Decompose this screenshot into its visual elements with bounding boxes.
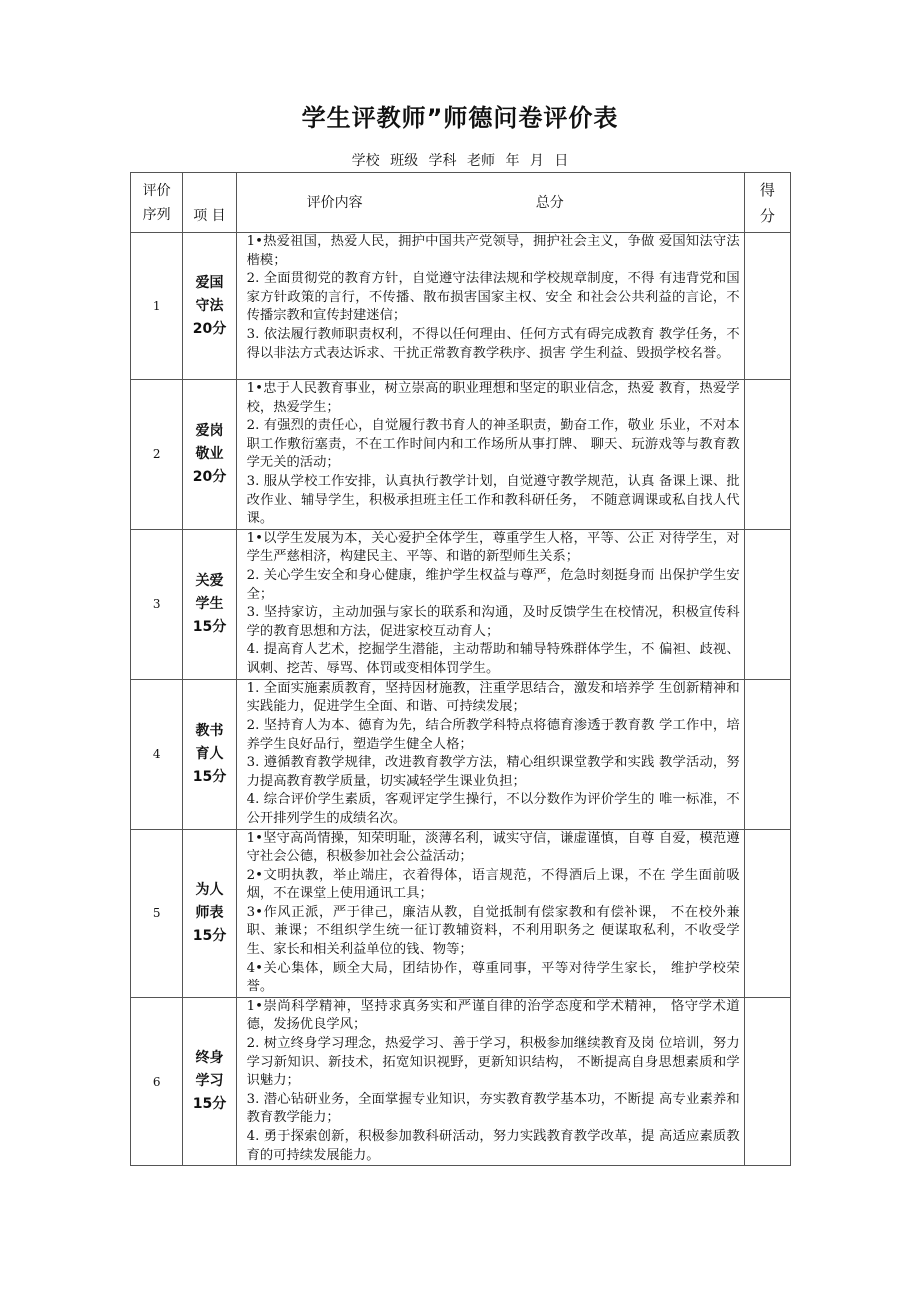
criterion-text: 2. 树立终身学习理念，热爱学习、善于学习，积极参加继续教育及岗 位培训，努力学习新知识、新技术，拓宽知识视野，更新知识结构， 不断提高自身思想素质和学识魅力；	[246, 1036, 740, 1089]
row-item: 爱岗 敬业 20分	[183, 380, 236, 530]
criterion-text: 1•坚守高尚情操，知荣明耻，淡薄名利，诚实守信，谦虚谨慎，自尊 自爱，模范遵守社会公德，积极参加社会公益活动；	[246, 830, 740, 865]
evaluation-table	[130, 172, 791, 1166]
score-cell[interactable]	[744, 829, 790, 997]
score-cell[interactable]	[744, 380, 790, 530]
row-content	[236, 529, 744, 679]
criterion-text: 3. 坚持家访，主动加强与家长的联系和沟通，及时反馈学生在校情况，积极宣传科学的教育思想和方法，促进家校互动育人；	[246, 605, 740, 639]
field-class: 班级	[390, 153, 419, 169]
row-seq: 1	[131, 233, 183, 380]
score-cell[interactable]	[744, 679, 790, 829]
table-row	[131, 679, 791, 829]
criterion-text: 1•热爱祖国，热爱人民，拥护中国共产党领导，拥护社会主义，争做 爱国知法守法楷模；	[246, 234, 740, 268]
row-seq: 6	[131, 997, 183, 1165]
criterion-text: 2•文明执教，举止端庄，衣着得体，语言规范，不得酒后上课，不在 学生面前吸烟，不在课堂上使用通讯工具；	[246, 867, 740, 902]
criterion-text: 1•崇尚科学精神，坚持求真务实和严谨自律的治学态度和学术精神， 恪守学术道德，发扬优良学风；	[246, 998, 740, 1033]
criterion-text: 3. 潜心钻研业务，全面掌握专业知识，夯实教育教学基本功，不断提 高专业素养和教育教学能力；	[246, 1091, 740, 1126]
criterion-text: 4. 综合评价学生素质，客观评定学生操行，不以分数作为评价学生的 唯一标准，不公开排列学生的成绩名次。	[246, 792, 740, 826]
row-content	[236, 233, 744, 380]
header-score: 得 分	[744, 173, 790, 233]
criterion-text: 3. 遵循教育教学规律，改进教育教学方法，精心组织课堂教学和实践 教学活动，努力提高教育教学质量，切实减轻学生课业负担；	[246, 755, 740, 789]
criterion-text: 3. 依法履行教师职责权利，不得以任何理由、任何方式有碍完成教育 教学任务，不得以非法方式表达诉求、干扰正常教育教学秩序、损害 学生利益、毁损学校名誉。	[246, 326, 740, 361]
field-year: 年	[505, 153, 520, 169]
criterion-text: 4. 提高育人艺术，挖掘学生潜能，主动帮助和辅导特殊群体学生，不 偏袒、歧视、讽刺、挖苦、辱骂、体罚或变相体罚学生。	[246, 642, 740, 676]
score-cell[interactable]	[744, 529, 790, 679]
header-row	[131, 173, 791, 233]
row-seq: 3	[131, 529, 183, 679]
criterion-text: 2. 有强烈的责任心，自觉履行教书育人的神圣职责，勤奋工作，敬业 乐业，不对本职工作敷衍塞责，不在工作时间内和工作场所从事打牌、 聊天、玩游戏等与教育教学无关的活动；	[246, 418, 740, 471]
criterion-text: 3•作风正派，严于律己，廉洁从教，自觉抵制有偿家教和有偿补课， 不在校外兼职、兼课；不组织学生统一征订教辅资料，不利用职务之 便谋取私利，不收受学生、家长和相关利益单位的钱、物等；	[246, 904, 740, 958]
header-seq: 评价 序列	[131, 173, 183, 233]
row-seq: 5	[131, 829, 183, 997]
field-school: 学校	[351, 153, 380, 169]
criterion-text: 2. 坚持育人为本、德育为先，结合所教学科特点将德育渗透于教育教 学工作中，培养学生良好品行，塑造学生健全人格；	[246, 717, 740, 752]
table-row	[131, 829, 791, 997]
criterion-text: 1. 全面实施素质教育，坚持因材施教，注重学思结合，激发和培养学 生创新精神和实践能力，促进学生全面、和谐、可持续发展；	[246, 680, 740, 715]
criterion-text: 2. 关心学生安全和身心健康，维护学生权益与尊严，危急时刻挺身而 出保护学生安全；	[246, 567, 740, 602]
header-content: 评价内容 总分	[236, 173, 744, 233]
table-row	[131, 233, 791, 380]
field-subject: 学科	[428, 153, 457, 169]
row-item: 爱国 守法 20分	[183, 233, 236, 380]
criterion-text: 4. 勇于探索创新，积极参加教科研活动，努力实践教育教学改革，提 高适应素质教育的可持续发展能力。	[246, 1129, 740, 1163]
field-month: 月	[529, 153, 544, 169]
criterion-text: 1•忠于人民教育事业，树立崇高的职业理想和坚定的职业信念，热爱 教育，热爱学校，热爱学生；	[246, 381, 740, 415]
criterion-text: 2. 全面贯彻党的教育方针，自觉遵守法律法规和学校规章制度，不得 有违背党和国家方针政策的言行，不传播、散布损害国家主权、安全 和社会公共利益的言论，不传播宗教和宣传封建迷信；	[246, 271, 740, 324]
criterion-text: 3. 服从学校工作安排，认真执行教学计划，自觉遵守教学规范，认真 备课上课、批改作业、辅导学生，积极承担班主任工作和教科研任务， 不随意调课或私自找人代课。	[246, 473, 740, 527]
row-content	[236, 679, 744, 829]
field-day: 日	[554, 153, 569, 169]
row-item: 为人 师表 15分	[183, 829, 236, 997]
page-title: 学生评教师”师德问卷评价表	[301, 104, 619, 132]
criterion-text: 1•以学生发展为本，关心爱护全体学生，尊重学生人格，平等、公正 对待学生，对学生严慈相济，构建民主、平等、和谐的新型师生关系；	[246, 530, 740, 565]
row-content	[236, 997, 744, 1165]
field-teacher: 老师	[467, 153, 495, 169]
row-item: 教书 育人 15分	[183, 679, 236, 829]
form-fields-line	[0, 150, 920, 170]
row-content	[236, 380, 744, 530]
table-row	[131, 997, 791, 1165]
header-total: 总分	[535, 194, 564, 211]
row-content	[236, 829, 744, 997]
table-row	[131, 380, 791, 530]
row-item: 终身 学习 15分	[183, 997, 236, 1165]
score-cell[interactable]	[744, 233, 790, 380]
row-seq: 4	[131, 679, 183, 829]
score-cell[interactable]	[744, 997, 790, 1165]
header-item: 项 目	[183, 173, 236, 233]
criterion-text: 4•关心集体，顾全大局，团结协作，尊重同事，平等对待学生家长， 维护学校荣誉。	[246, 960, 740, 995]
row-seq: 2	[131, 380, 183, 530]
table-row	[131, 529, 791, 679]
row-item: 关爱 学生 15分	[183, 529, 236, 679]
